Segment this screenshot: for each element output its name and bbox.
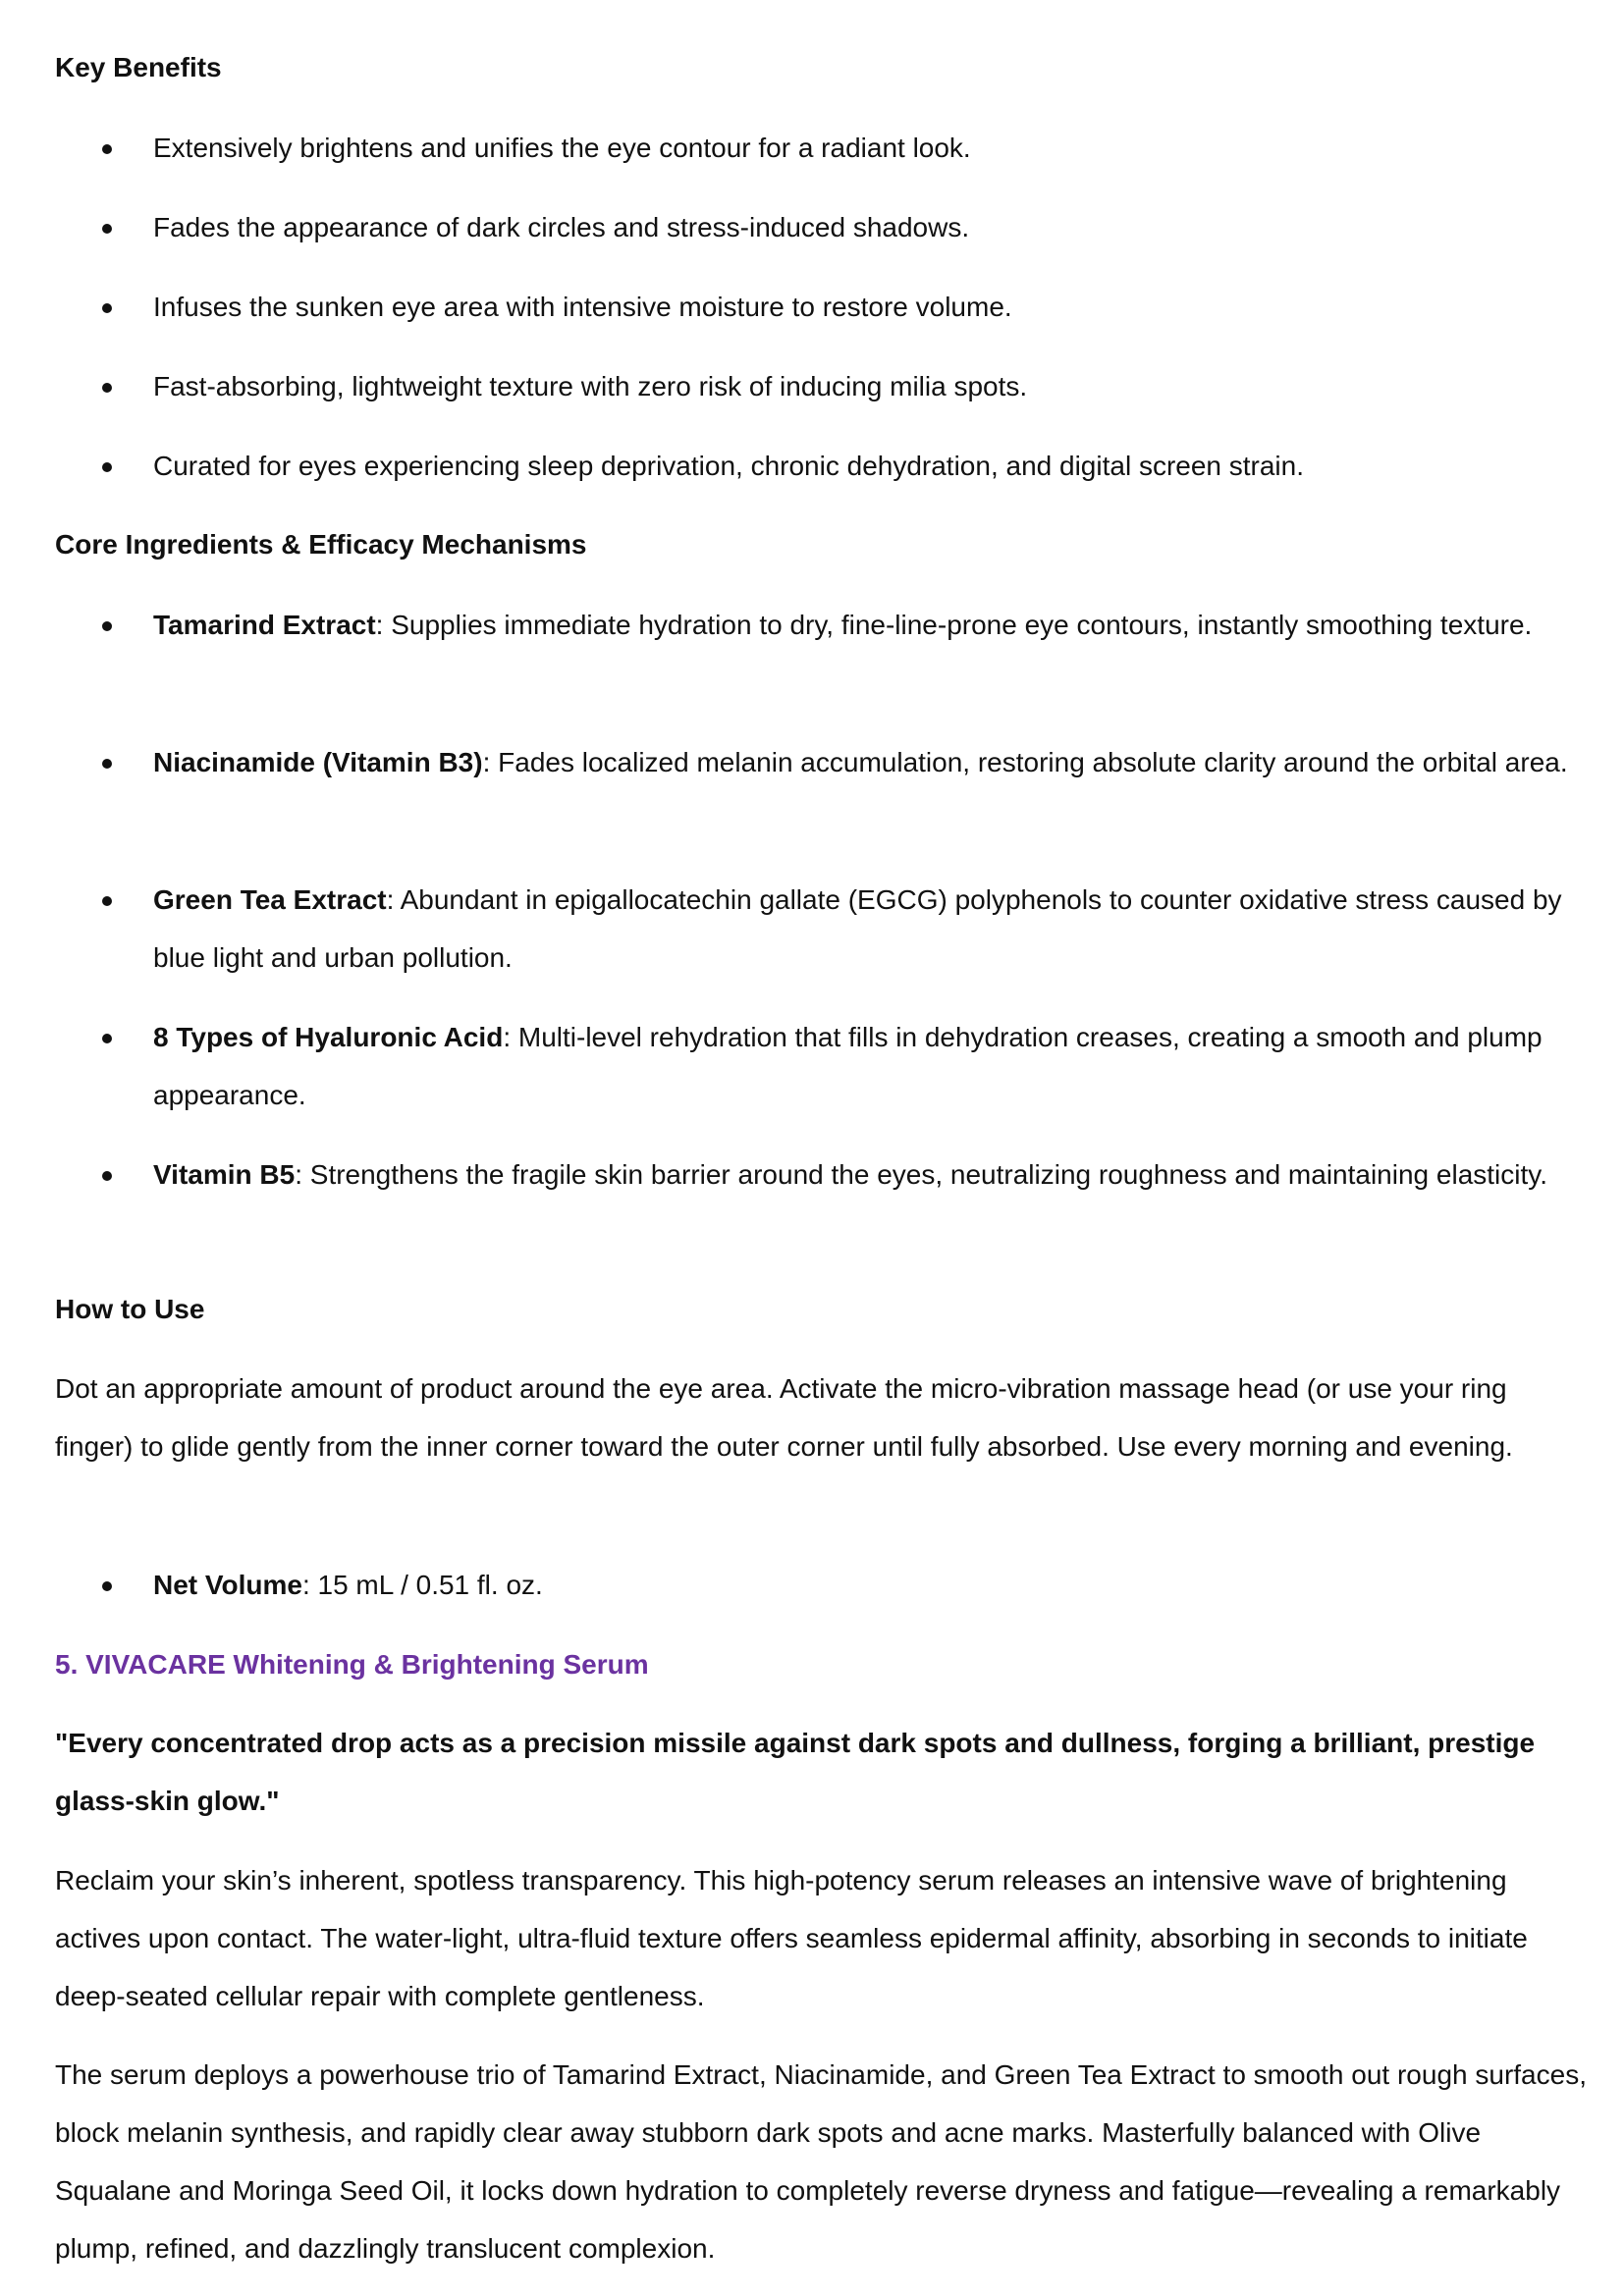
bullet-icon xyxy=(102,144,112,154)
ingredient-name: Tamarind Extract xyxy=(153,610,376,640)
ingredient-description: : Fades localized melanin accumulation, restoring absolute clarity around the orbital area. xyxy=(482,747,1568,777)
bullet-icon xyxy=(102,621,112,631)
ingredient-description: : Multi-level rehydration that fills in dehydration creases, creating a smooth and plump appearance. xyxy=(153,1022,1543,1110)
ingredient-description: : Supplies immediate hydration to dry, fine-line-prone eye contours, instantly smoothing texture. xyxy=(375,610,1533,640)
ingredient-description: : Strengthens the fragile skin barrier around the eyes, neutralizing roughness and maintaining elasticity. xyxy=(295,1159,1547,1190)
ingredient-name: Niacinamide (Vitamin B3) xyxy=(153,747,483,777)
bullet-icon xyxy=(102,896,112,906)
core-ingredients-heading: Core Ingredients & Efficacy Mechanisms xyxy=(55,529,587,560)
bullet-icon xyxy=(102,1171,112,1181)
bullet-icon xyxy=(102,462,112,472)
net-volume-label: Net Volume xyxy=(153,1570,302,1600)
bullet-icon xyxy=(102,1581,112,1591)
ingredient-name: Green Tea Extract xyxy=(153,884,387,915)
bullet-icon xyxy=(102,759,112,769)
how-to-use-heading: How to Use xyxy=(55,1294,205,1324)
net-volume-value: : 15 mL / 0.51 fl. oz. xyxy=(301,1570,543,1600)
bullet-icon xyxy=(102,383,112,393)
ingredient-name: Vitamin B5 xyxy=(153,1159,296,1190)
key-benefits-heading: Key Benefits xyxy=(55,52,222,82)
ingredient-description: : Abundant in epigallocatechin gallate (EGCG) polyphenols to counter oxidative stress caused by blue light and urban pollution. xyxy=(153,884,1562,973)
benefit-text: Fast-absorbing, lightweight texture with zero risk of inducing milia spots. xyxy=(153,371,1028,401)
net-volume-text xyxy=(153,1556,1582,1614)
bullet-icon xyxy=(102,303,112,313)
how-to-use-paragraph: Dot an appropriate amount of product around the eye area. Activate the micro-vibration massage head (or use your ring finger) to glide gently from the inner corner toward the outer corner until fully absorbed. Use every morning and evening. xyxy=(55,1373,1513,1462)
serum-paragraph-1: Reclaim your skin’s inherent, spotless transparency. This high-potency serum releases an intensive wave of brightening actives upon contact. The water-light, ultra-fluid texture offers seamless epidermal affinity, absorbing in seconds to initiate deep-seated cellular repair with complete gentleness. xyxy=(55,1865,1528,2011)
bullet-icon xyxy=(102,1034,112,1043)
serum-tagline-quote: "Every concentrated drop acts as a precision missile against dark spots and dullness, forging a brilliant, prestige glass-skin glow." xyxy=(55,1728,1536,1816)
ingredient-text xyxy=(153,1008,1582,1124)
ingredient-text xyxy=(153,596,1582,654)
ingredient-text xyxy=(153,733,1582,791)
ingredient-text xyxy=(153,871,1582,987)
bullet-icon xyxy=(102,224,112,234)
benefit-text: Curated for eyes experiencing sleep deprivation, chronic dehydration, and digital screen strain. xyxy=(153,451,1305,481)
serum-section-title: 5. VIVACARE Whitening & Brightening Serum xyxy=(55,1649,649,1680)
benefit-text: Fades the appearance of dark circles and stress-induced shadows. xyxy=(153,212,970,242)
serum-paragraph-2: The serum deploys a powerhouse trio of Tamarind Extract, Niacinamide, and Green Tea Extract to smooth out rough surfaces, block melanin synthesis, and rapidly clear away stubborn dark spots and acne marks. Masterfully balanced with Olive Squalane and Moringa Seed Oil, it locks down hydration to completely reverse dryness and fatigue—revealing a remarkably plump, refined, and dazzlingly translucent complexion. xyxy=(55,2059,1587,2264)
benefit-text: Infuses the sunken eye area with intensive moisture to restore volume. xyxy=(153,292,1012,322)
ingredient-name: 8 Types of Hyaluronic Acid xyxy=(153,1022,504,1052)
benefit-text: Extensively brightens and unifies the eye contour for a radiant look. xyxy=(153,133,971,163)
ingredient-text xyxy=(153,1146,1582,1203)
